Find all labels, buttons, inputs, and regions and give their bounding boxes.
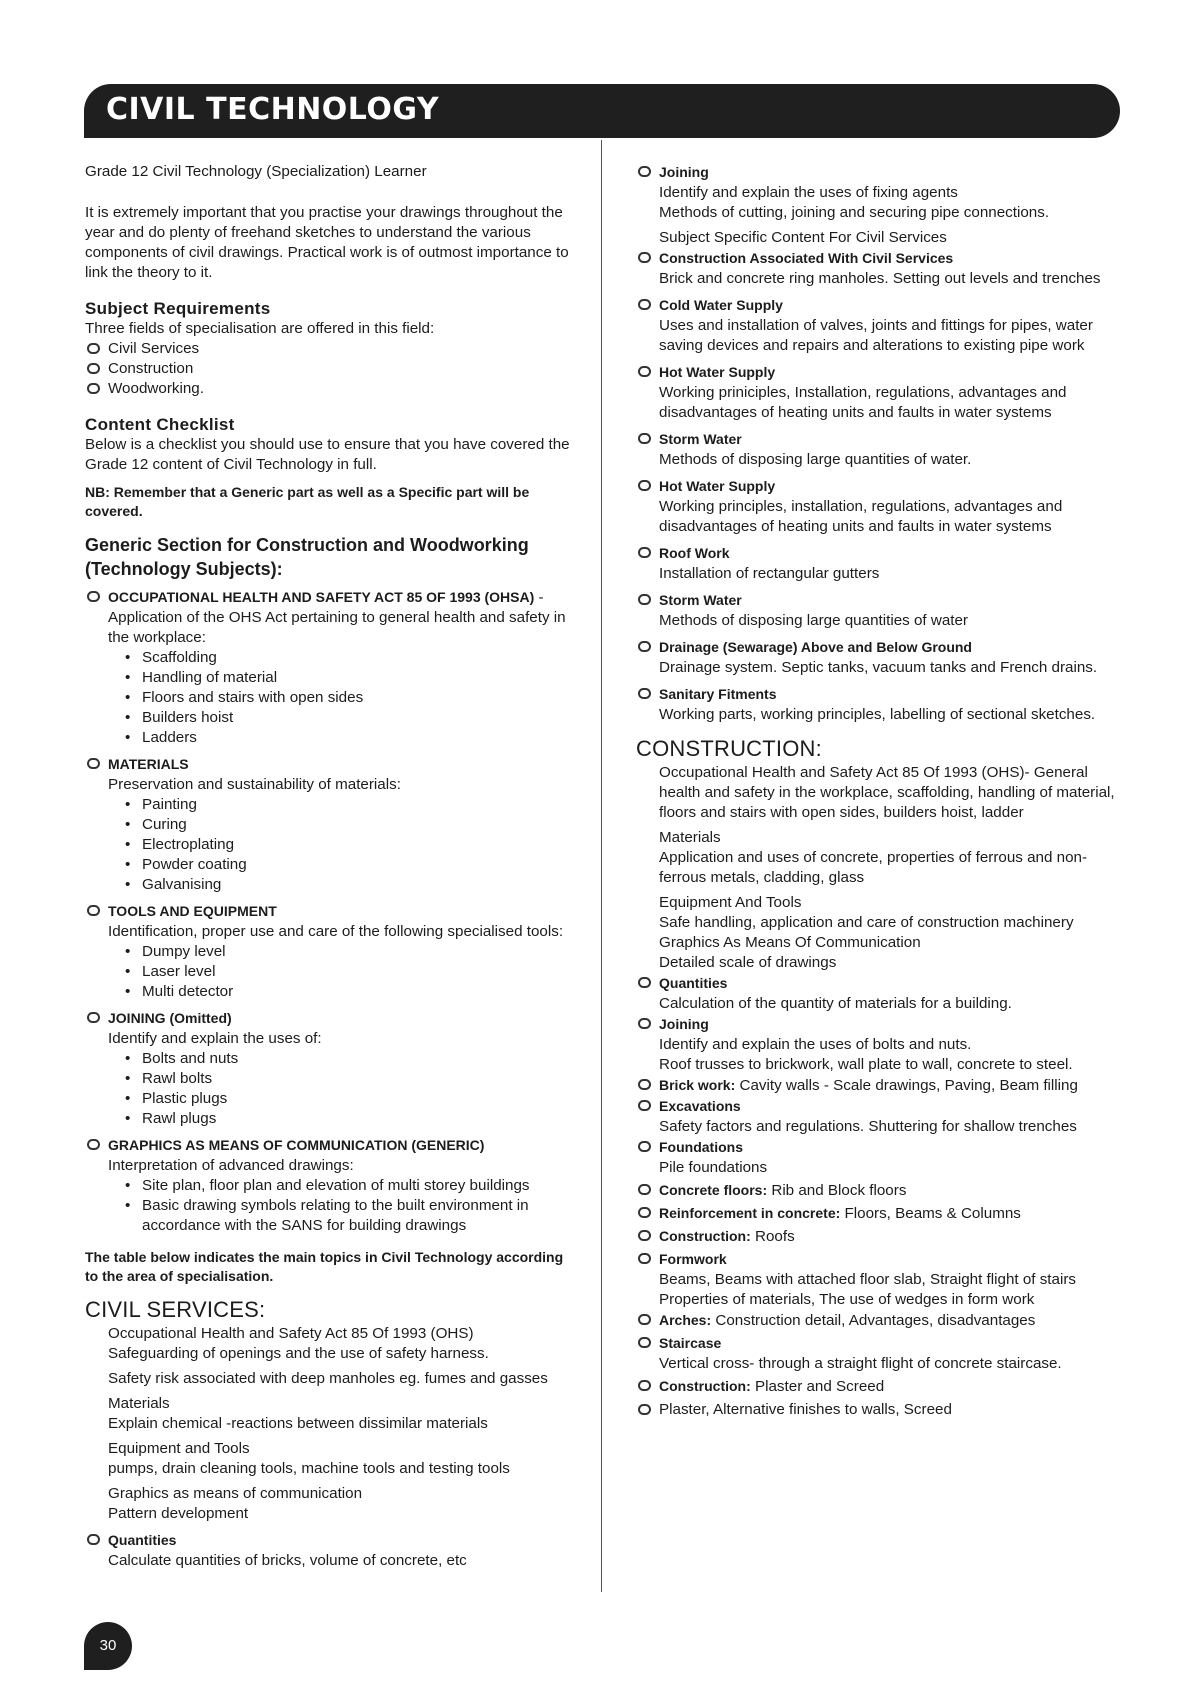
con-plaster-subtitle: Plaster and Screed — [750, 1378, 885, 1395]
title-banner — [84, 84, 1120, 138]
table-note: The table below indicates the main topics in Civil Technology according to the area of specialisation. — [85, 1249, 564, 1284]
con-reinforcement-item — [636, 1203, 1126, 1224]
subject-requirements-text: Three fields of specialisation are offered in this field: — [85, 320, 435, 337]
topic-item — [636, 543, 1126, 564]
topic-text: Working priniciples, Installation, regulations, advantages and disadvantages of heating units and faults in water systems — [659, 384, 1067, 421]
topic-item — [636, 684, 1126, 705]
con-joining-line: Identify and explain the uses of bolts and nuts. — [659, 1036, 972, 1053]
topic-title: Construction Associated With Civil Services — [659, 250, 954, 266]
ohsa-title: OCCUPATIONAL HEALTH AND SAFETY ACT 85 OF 1993 (OHSA) — [108, 589, 535, 605]
nb-note: NB: Remember that a Generic part as well as a Specific part will be covered. — [85, 484, 530, 519]
con-formwork-title: Formwork — [659, 1251, 727, 1267]
page-number: 30 — [84, 1622, 132, 1670]
con-graphics-label: Graphics As Means Of Communication — [659, 934, 921, 951]
topic-text: Uses and installation of valves, joints and fittings for pipes, water saving devices and repairs and alterations to existing pipe work — [659, 317, 1093, 354]
con-staircase-item — [636, 1333, 1126, 1354]
con-staircase-text: Vertical cross- through a straight flight of concrete staircase. — [659, 1355, 1062, 1372]
list-item: • Basic drawing symbols relating to the built environment in accordance with the SANS for building drawings — [125, 1196, 580, 1236]
topic-text: Brick and concrete ring manholes. Setting out levels and trenches — [659, 270, 1101, 287]
tools-list — [85, 942, 580, 1002]
cs-graphics-label: Graphics as means of communication — [108, 1485, 363, 1502]
joining-item — [85, 1008, 580, 1029]
con-excavations-item — [636, 1096, 1126, 1117]
con-reinforcement-title: Reinforcement in concrete: — [659, 1205, 841, 1221]
topic-text: Methods of disposing large quantities of water — [659, 612, 968, 629]
con-materials-text: Application and uses of concrete, properties of ferrous and non-ferrous metals, cladding, glass — [659, 849, 1088, 886]
con-foundations-item — [636, 1137, 1126, 1158]
generic-section-heading: Generic Section for Construction and Woodworking (Technology Subjects): — [85, 535, 529, 579]
list-item: • Floors and stairs with open sides — [125, 688, 580, 708]
con-equipment-text: Safe handling, application and care of construction machinery — [659, 914, 1074, 931]
con-joining-title: Joining — [659, 1016, 709, 1032]
topic-title: Storm Water — [659, 431, 742, 447]
page-title: CIVIL TECHNOLOGY — [106, 92, 440, 127]
cs-quantities-text: Calculate quantities of bricks, volume of concrete, etc — [108, 1552, 467, 1569]
list-item: • Ladders — [125, 728, 580, 748]
column-divider — [601, 140, 602, 1592]
joining-text: Identify and explain the uses of: — [108, 1030, 322, 1047]
topic-text: Working parts, working principles, labelling of sectional sketches. — [659, 706, 1096, 723]
joining-title: Joining — [659, 164, 709, 180]
con-plaster-title: Construction: — [659, 1378, 751, 1394]
con-finishes-text: Plaster, Alternative finishes to walls, Screed — [659, 1401, 952, 1418]
cs-equipment-text: pumps, drain cleaning tools, machine tools and testing tools — [108, 1460, 510, 1477]
tools-item — [85, 901, 580, 922]
topic-title: Cold Water Supply — [659, 297, 783, 313]
topic-item — [636, 362, 1126, 383]
joining-line: Identify and explain the uses of fixing agents — [659, 184, 958, 201]
topic-text: Installation of rectangular gutters — [659, 565, 880, 582]
con-joining-item — [636, 1014, 1126, 1035]
cs-materials-text: Explain chemical -reactions between dissimilar materials — [108, 1415, 488, 1432]
subject-requirements-heading: Subject Requirements — [85, 299, 271, 318]
con-arches-item — [636, 1310, 1126, 1331]
con-arches-title: Arches: — [659, 1312, 712, 1328]
con-excavations-text: Safety factors and regulations. Shuttering for shallow trenches — [659, 1118, 1077, 1135]
list-item: • Scaffolding — [125, 648, 580, 668]
con-quantities-title: Quantities — [659, 975, 728, 991]
con-ohs-text: Occupational Health and Safety Act 85 Of 1993 (OHS)- General health and safety in the workplace, scaffolding, handling of material, floors and stairs with open sides, builders hoist, ladder — [659, 764, 1115, 821]
graphics-text: Interpretation of advanced drawings: — [108, 1157, 354, 1174]
con-brickwork-text: Cavity walls - Scale drawings, Paving, Beam filling — [735, 1077, 1078, 1094]
topic-title: Sanitary Fitments — [659, 686, 777, 702]
con-quantities-item — [636, 973, 1126, 994]
list-item: • Bolts and nuts — [125, 1049, 580, 1069]
con-formwork-text: Beams, Beams with attached floor slab, Straight flight of stairs Properties of materials, The use of wedges in form work — [659, 1271, 1077, 1308]
joining-line: Methods of cutting, joining and securing pipe connections. — [659, 204, 1050, 221]
tools-title: TOOLS AND EQUIPMENT — [108, 903, 277, 919]
topic-text: Methods of disposing large quantities of water. — [659, 451, 972, 468]
list-item: Woodworking. — [85, 379, 580, 399]
ohsa-text: - Application of the OHS Act pertaining to general health and safety in the workplace: — [108, 589, 566, 646]
con-floors-title: Concrete floors: — [659, 1182, 768, 1198]
topic-title: Storm Water — [659, 592, 742, 608]
ohsa-item — [85, 587, 580, 648]
con-equipment-label: Equipment And Tools — [659, 894, 802, 911]
con-roofs-title: Construction: — [659, 1228, 751, 1244]
list-item: • Electroplating — [125, 835, 580, 855]
topic-item — [636, 637, 1126, 658]
cs-ohs-line: Occupational Health and Safety Act 85 Of 1993 (OHS) — [108, 1325, 474, 1342]
cs-ohs-text: Safeguarding of openings and the use of safety harness. — [108, 1345, 489, 1362]
topic-title: Hot Water Supply — [659, 478, 776, 494]
topic-item — [636, 295, 1126, 316]
con-roofs-item — [636, 1226, 1126, 1247]
materials-item — [85, 754, 580, 775]
construction-heading: CONSTRUCTION: — [636, 736, 822, 761]
subject-specific-label: Subject Specific Content For Civil Services — [659, 229, 947, 246]
list-item: • Curing — [125, 815, 580, 835]
ohsa-list — [85, 648, 580, 748]
intro-line: Grade 12 Civil Technology (Specialization) Learner — [85, 163, 427, 180]
list-item: • Rawl plugs — [125, 1109, 580, 1129]
joining-title: JOINING (Omitted) — [108, 1010, 232, 1026]
con-reinforcement-text: Floors, Beams & Columns — [840, 1205, 1021, 1222]
con-finishes-item — [636, 1400, 1126, 1420]
tools-text: Identification, proper use and care of the following specialised tools: — [108, 923, 564, 940]
graphics-item — [85, 1135, 580, 1156]
cs-graphics-text: Pattern development — [108, 1505, 249, 1522]
topic-title: Hot Water Supply — [659, 364, 776, 380]
list-item: • Builders hoist — [125, 708, 580, 728]
graphics-title: GRAPHICS AS MEANS OF COMMUNICATION (GENERIC) — [108, 1137, 485, 1153]
right-column — [636, 162, 1126, 1420]
content-checklist-heading: Content Checklist — [85, 415, 235, 434]
list-item: • Laser level — [125, 962, 580, 982]
cs-safety-risk: Safety risk associated with deep manholes eg. fumes and gasses — [108, 1370, 548, 1387]
con-foundations-title: Foundations — [659, 1139, 743, 1155]
con-materials-label: Materials — [659, 829, 721, 846]
topic-item — [636, 476, 1126, 497]
list-item: • Powder coating — [125, 855, 580, 875]
civil-services-heading: CIVIL SERVICES: — [85, 1297, 266, 1322]
list-item: Civil Services — [85, 339, 580, 359]
topic-text: Working principles, installation, regulations, advantages and disadvantages of heating units and faults in water systems — [659, 498, 1063, 535]
topic-title: Drainage (Sewarage) Above and Below Ground — [659, 639, 972, 655]
con-foundations-text: Pile foundations — [659, 1159, 768, 1176]
con-quantities-text: Calculation of the quantity of materials for a building. — [659, 995, 1012, 1012]
con-arches-text: Construction detail, Advantages, disadvantages — [711, 1312, 1036, 1329]
con-joining-line: Roof trusses to brickwork, wall plate to wall, concrete to steel. — [659, 1056, 1073, 1073]
cs-equipment-label: Equipment and Tools — [108, 1440, 250, 1457]
intro-paragraph: It is extremely important that you practise your drawings throughout the year and do plenty of freehand sketches to understand the various components of civil drawings. Practical work is of outmost importance to link the theory to it. — [85, 204, 569, 281]
list-item: • Dumpy level — [125, 942, 580, 962]
con-brickwork-title: Brick work: — [659, 1077, 736, 1093]
con-floors-item — [636, 1180, 1126, 1201]
list-item: • Galvanising — [125, 875, 580, 895]
topic-text: Drainage system. Septic tanks, vacuum tanks and French drains. — [659, 659, 1098, 676]
graphics-list — [85, 1176, 580, 1236]
con-roofs-text: Roofs — [750, 1228, 795, 1245]
list-item: Construction — [85, 359, 580, 379]
topic-item — [636, 429, 1126, 450]
con-formwork-item — [636, 1249, 1126, 1270]
topic-title: Roof Work — [659, 545, 730, 561]
cs-quantities-title: Quantities — [108, 1532, 177, 1548]
joining-list — [85, 1049, 580, 1129]
con-excavations-title: Excavations — [659, 1098, 741, 1114]
materials-text: Preservation and sustainability of materials: — [108, 776, 401, 793]
con-brickwork-item — [636, 1075, 1126, 1096]
left-column — [85, 162, 580, 1571]
content-checklist-text: Below is a checklist you should use to ensure that you have covered the Grade 12 content of Civil Technology in full. — [85, 436, 570, 473]
con-floors-text: Rib and Block floors — [767, 1182, 907, 1199]
list-item: • Site plan, floor plan and elevation of multi storey buildings — [125, 1176, 580, 1196]
cs-quantities-item — [85, 1530, 580, 1551]
list-item: • Handling of material — [125, 668, 580, 688]
con-staircase-title: Staircase — [659, 1335, 722, 1351]
list-item: • Multi detector — [125, 982, 580, 1002]
materials-list — [85, 795, 580, 895]
cs-materials-label: Materials — [108, 1395, 170, 1412]
con-plaster-item — [636, 1376, 1126, 1397]
topic-item — [636, 590, 1126, 611]
joining-item — [636, 162, 1126, 183]
materials-title: MATERIALS — [108, 756, 189, 772]
list-item: • Painting — [125, 795, 580, 815]
list-item: • Rawl bolts — [125, 1069, 580, 1089]
con-graphics-text: Detailed scale of drawings — [659, 954, 837, 971]
topic-item — [636, 248, 1126, 269]
list-item: • Plastic plugs — [125, 1089, 580, 1109]
